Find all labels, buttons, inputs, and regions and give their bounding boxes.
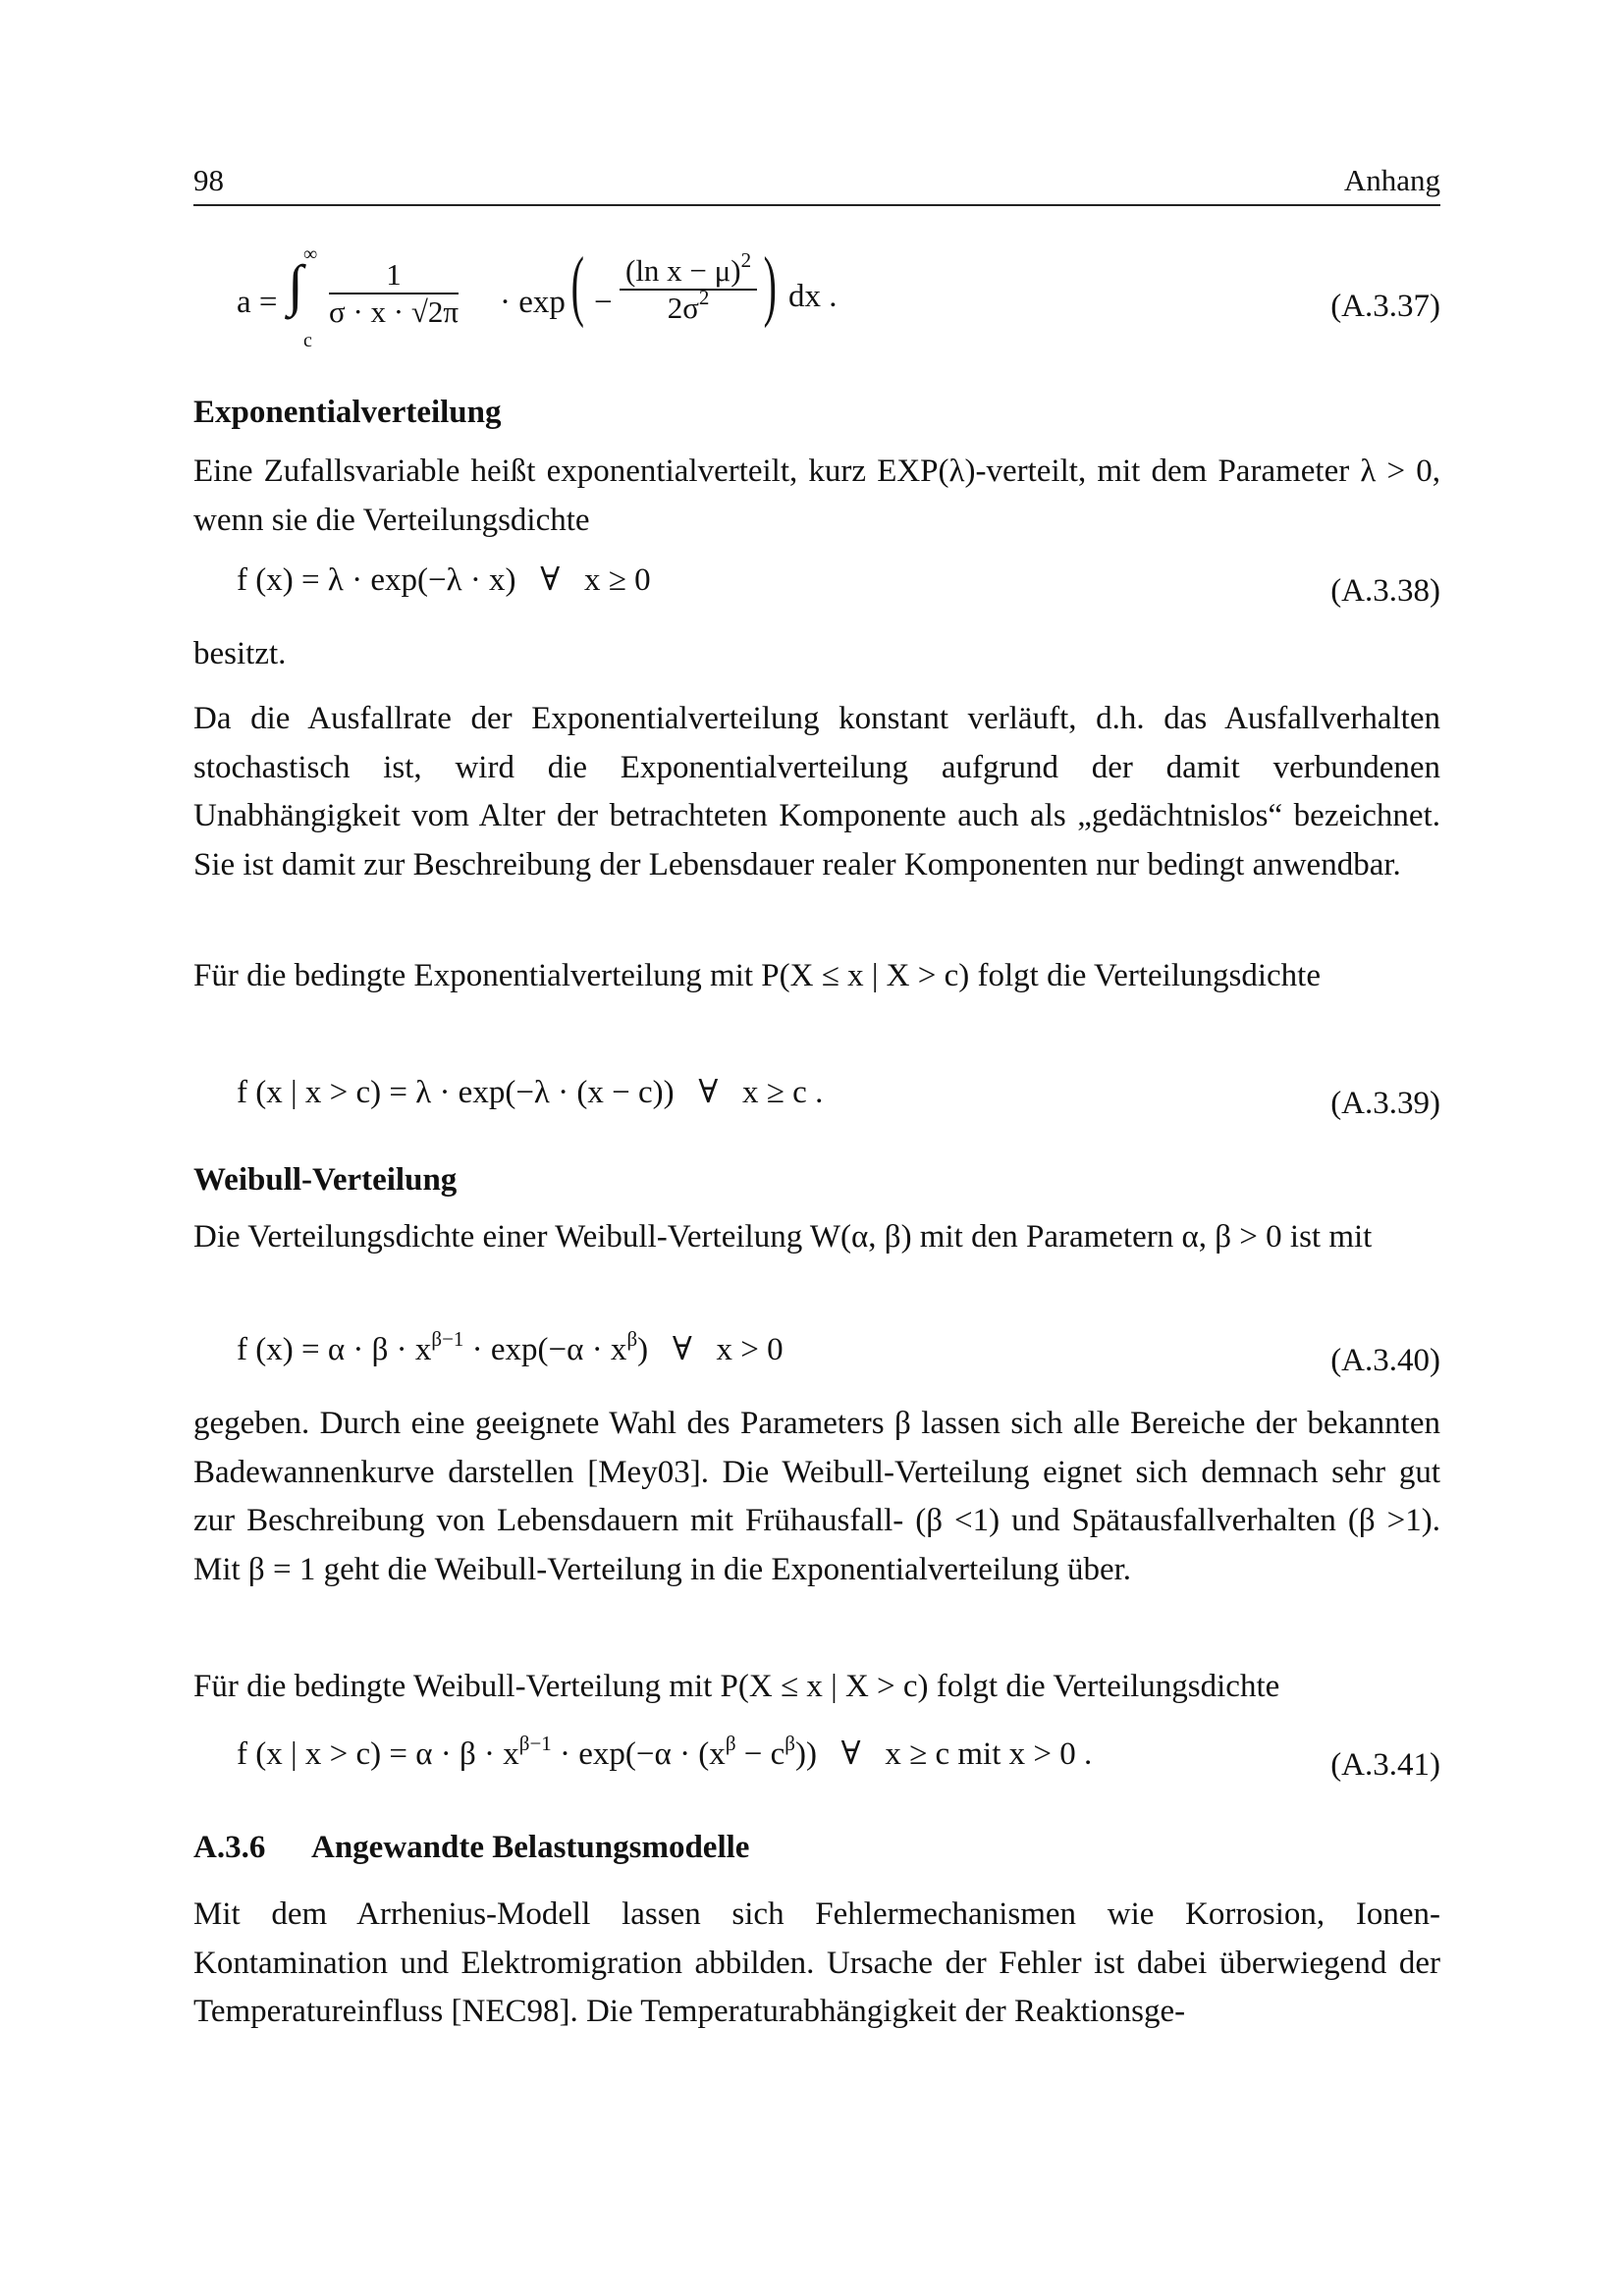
page-number: 98 [193, 163, 224, 197]
eq37-exp: · exp [500, 285, 566, 320]
right-paren-big: ) [763, 242, 777, 329]
paragraph: gegeben. Durch eine geeignete Wahl des Parameters β lassen sich alle Bereiche der bekannten Badewannenkurve darstellen [Mey03]. Die Weibull-Verteilung eignet sich demnach sehr gut zur Beschreibung von Lebensdauern mit Frühausfall- (β <1) und Spätausfallverhalten (β >1). Mit β = 1 geht die Weibull-Verteilung in die Exponentialverteilung über. [193, 1406, 1440, 1587]
paragraph: Eine Zufallsvariable heißt exponentialverteilt, kurz EXP(λ)-verteilt, mit dem Parameter λ > 0, wenn sie die Verteilungsdichte [193, 454, 1440, 538]
paragraph: Für die bedingte Weibull-Verteilung mit P(X ≤ x | X > c) folgt die Verteilungsdichte [193, 1669, 1280, 1704]
section-number: A.3.6 [193, 1830, 266, 1865]
section-heading-a-3-6 [193, 1830, 1440, 1866]
page-header [193, 163, 1440, 206]
eq37-fraction-1: $\frac{1}{\sigma \cdot x \cdot √2\pi}$ [329, 257, 460, 329]
equation-a-3-39: f (x | x > c) = λ · exp(−λ · (x − c)) ∀ x ≥ c . (A.3.39) [237, 1075, 1440, 1121]
equation-a-3-37 [193, 243, 1440, 351]
running-title: Anhang [1343, 163, 1440, 197]
eq37-lower-limit: c [303, 330, 312, 351]
heading-weibull-verteilung: Weibull-Verteilung [193, 1162, 458, 1198]
eq37-tail: dx . [788, 279, 838, 314]
eq37-fraction-2: $\frac{(\ln x - \mu)^2}{2\sigma^2}$ [620, 253, 757, 326]
paragraph: Für die bedingte Exponentialverteilung mit P(X ≤ x | X > c) folgt die Verteilungsdichte [193, 958, 1321, 993]
equation-a-3-41: f (x | $x > c) = \alpha \cdot \beta \cdot x^{\beta-1} \cdot \exp(-\alpha \cdot (x^\beta - c^\beta))$ ∀ x ≥ c mit x > 0 . (A.3.41) [237, 1732, 1440, 1783]
paragraph: Mit dem Arrhenius-Modell lassen sich Fehlermechanismen wie Korrosion, Ionen-Kontamination und Elektromigration abbilden. Ursache der Fehler ist dabei überwiegend der Temperatureinfluss [NEC98]. Die Temperaturabhängigkeit der Reaktionsge- [193, 1896, 1440, 2029]
section-title: Angewandte Belastungsmodelle [311, 1830, 750, 1865]
left-paren-big: ( [570, 242, 584, 329]
equation-a-3-40: f $(x) = \alpha \cdot \beta \cdot x^{\beta-1} \cdot \exp(-\alpha \cdot x^\beta)$ ∀ x > 0 (A.3.40) [237, 1327, 1440, 1378]
paragraph: Die Verteilungsdichte einer Weibull-Verteilung W(α, β) mit den Parametern α, β > 0 ist mit [193, 1219, 1373, 1255]
equation-a-3-38: f (x) = λ · exp(−λ · x) ∀ x ≥ 0 (A.3.38) [237, 562, 1440, 609]
integral-sign: ∫ [288, 253, 303, 317]
eq37-upper-limit: ∞ [303, 243, 318, 265]
paragraph: besitzt. [193, 636, 287, 671]
page [193, 0, 1440, 2296]
eq37-lhs: a = [237, 285, 278, 320]
equation-number: (A.3.40) [1330, 1343, 1440, 1378]
equation-number: (A.3.39) [1330, 1086, 1440, 1121]
minus-sign: − [594, 285, 613, 320]
equation-number: (A.3.38) [1330, 573, 1440, 609]
heading-exponentialverteilung: Exponentialverteilung [193, 395, 502, 430]
equation-number: (A.3.37) [1330, 289, 1440, 324]
equation-number: (A.3.41) [1330, 1747, 1440, 1783]
paragraph: Da die Ausfallrate der Exponentialverteilung konstant verläuft, d.h. das Ausfallverhalten stochastisch ist, wird die Exponentialverteilung aufgrund der damit verbundenen Unabhängigkeit vom Alter der betrachteten Komponente auch als „gedächtnislos“ bezeichnet. Sie ist damit zur Beschreibung der Lebensdauer realer Komponenten nur bedingt anwendbar. [193, 701, 1440, 882]
